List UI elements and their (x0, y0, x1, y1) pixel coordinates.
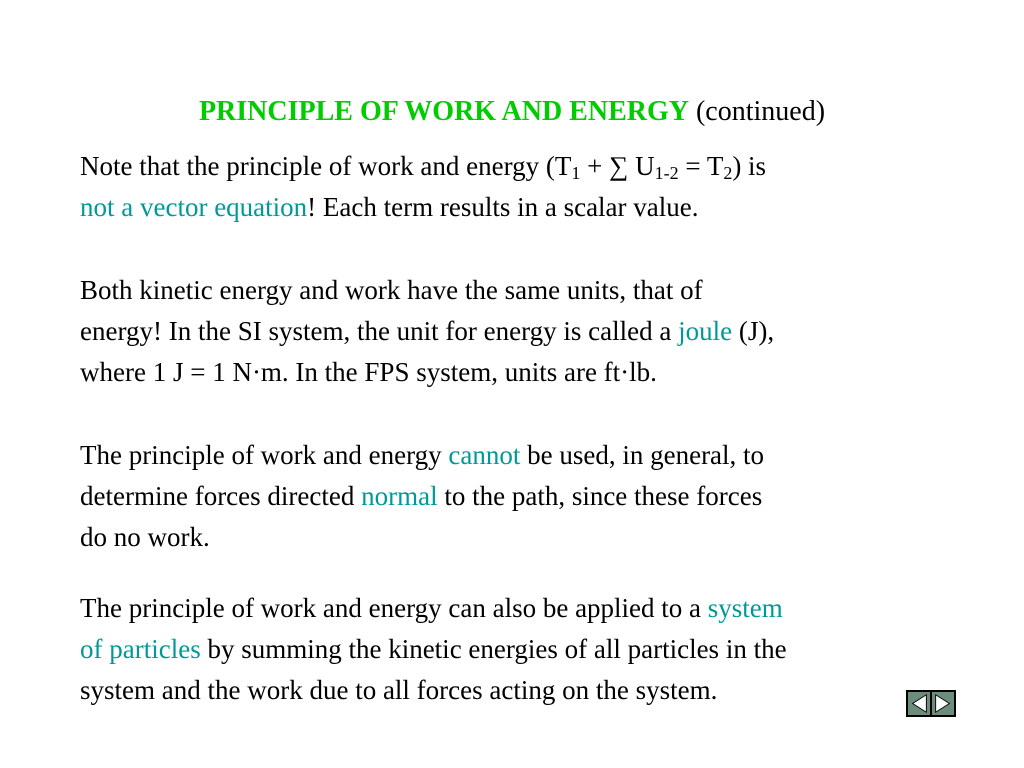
paragraph-line (80, 435, 980, 476)
paragraph-line (80, 187, 980, 228)
slide-title-suffix: (continued) (695, 96, 826, 127)
next-slide-button[interactable] (931, 691, 955, 716)
highlight-text: normal (361, 481, 438, 511)
paragraph-units (80, 270, 980, 393)
previous-slide-button[interactable] (907, 691, 931, 716)
text-run: = T (678, 151, 724, 181)
text-run: energy! In the SI system, the unit for energy is called a (80, 316, 679, 346)
highlight-text: joule (678, 316, 733, 346)
subscript: 1 (571, 163, 581, 183)
paragraph-line: Both kinetic energy and work have the same units, that of (80, 275, 703, 305)
paragraph-line (80, 476, 980, 517)
text-run: (J), (732, 316, 775, 346)
subscript: 1-2 (654, 163, 679, 183)
paragraph-line: do no work. (80, 522, 210, 552)
slide-title (0, 94, 1024, 130)
slide-title-main: PRINCIPLE OF WORK AND ENERGY (198, 96, 689, 127)
paragraph-line: system and the work due to all forces acting on the system. (80, 675, 718, 705)
paragraph-system-of-particles (80, 588, 980, 711)
highlight-text: not a vector equation (80, 192, 308, 222)
highlight-text: of particles (80, 634, 201, 664)
paragraph-line: where 1 J = 1 N·m. In the FPS system, units are ft·lb. (80, 357, 657, 387)
text-run: ) is (732, 151, 767, 181)
slide-navigation (906, 690, 956, 717)
text-run: be used, in general, to (520, 440, 765, 470)
text-run: by summing the kinetic energies of all particles in the (200, 634, 787, 664)
highlight-text: cannot (448, 440, 521, 470)
highlight-text: system (707, 593, 783, 623)
text-run: ! Each term results in a scalar value. (307, 192, 699, 222)
text-run: The principle of work and energy can also be applied to a (80, 593, 708, 623)
subscript: 2 (723, 163, 733, 183)
text-run: to the path, since these forces (437, 481, 763, 511)
paragraph-line (80, 629, 980, 670)
paragraph-line (80, 146, 980, 187)
paragraph-line (80, 311, 980, 352)
paragraph-normal-forces (80, 435, 980, 558)
text-run: Note that the principle of work and energy (T (80, 151, 572, 181)
paragraph-line (80, 588, 980, 629)
text-run: The principle of work and energy (80, 440, 449, 470)
text-run: determine forces directed (80, 481, 362, 511)
triangle-right-icon (932, 692, 954, 715)
triangle-left-icon (908, 692, 930, 715)
paragraph-vector-note (80, 146, 980, 228)
text-run: + ∑ U (580, 151, 655, 181)
